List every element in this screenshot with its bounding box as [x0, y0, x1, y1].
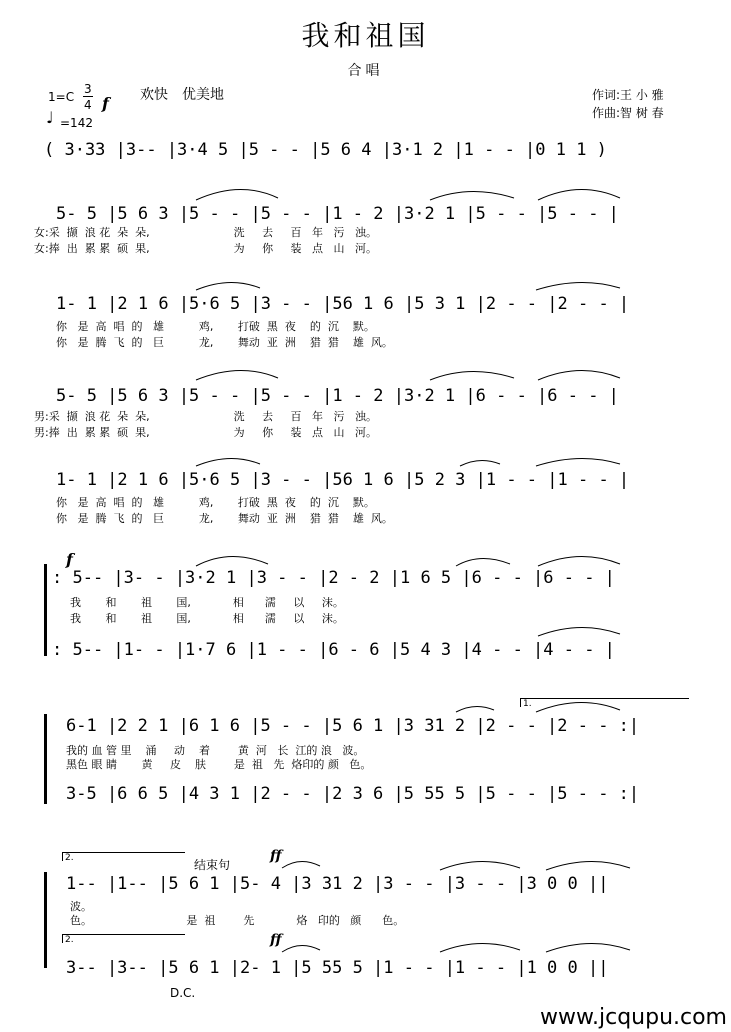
key-signature: 1=C	[48, 90, 75, 104]
system-bracket-3	[44, 872, 47, 968]
row-4-lyric-1: 你 是 高 唱 的 雄 鸡, 打破 黑 夜 的 沉 默。	[56, 496, 375, 509]
time-signature-bottom: 4	[84, 98, 92, 112]
song-subtitle: 合唱	[347, 63, 384, 79]
row-3-lyric-2: 男:捧 出 累 累 硕 果, 为 你 装 点 山 河。	[34, 426, 378, 439]
fortissimo-top: ff	[270, 848, 282, 864]
chorus-dynamic: f	[66, 550, 73, 569]
coda-top-notes: 1-- |1-- |5 6 1 |5- 4 |3 31 2 |3 - - |3 - - |3 0 0 ||	[66, 874, 609, 894]
chorus-1-lyric-1: 我 和 祖 国, 相 濡 以 沫。	[70, 596, 344, 609]
dynamic-marking: f	[102, 94, 109, 113]
fortissimo-bottom: ff	[270, 932, 282, 948]
first-ending: 1.	[520, 698, 689, 707]
row-2-lyric-2: 你 是 腾 飞 的 巨 龙, 舞动 亚 洲 猎 猎 雄 风。	[56, 336, 393, 349]
metronome-mark: =142	[60, 116, 93, 130]
coda-bottom-notes: 3-- |3-- |5 6 1 |2- 1 |5 55 5 |1 - - |1 - - |1 0 0 ||	[66, 958, 609, 978]
chorus-1-top-notes: : 5-- |3- - |3·2 1 |3 - - |2 - 2 |1 6 5 |6 - - |6 - - |	[52, 568, 615, 588]
second-ending-top: 2.	[62, 852, 185, 861]
row-3-lyric-1: 男:采 撷 浪 花 朵 朵, 洗 去 百 年 污 浊。	[34, 410, 378, 423]
row-2-notes: 1- 1 |2 1 6 |5·6 5 |3 - - |56 1 6 |5 3 1 |2 - - |2 - - |	[56, 294, 630, 314]
coda-lyric-2: 色。 是 祖 先 烙 印的 颜 色。	[70, 914, 405, 927]
row-4-notes: 1- 1 |2 1 6 |5·6 5 |3 - - |56 1 6 |5 2 3 |1 - - |1 - - |	[56, 470, 630, 490]
coda-lyric-1: 波。	[70, 900, 92, 913]
system-bracket-1	[44, 564, 47, 656]
second-ending-bottom: 2.	[62, 934, 185, 943]
tempo-text: 欢快 优美地	[140, 87, 224, 103]
row-1-lyric-1: 女:采 撷 浪 花 朵 朵, 洗 去 百 年 污 浊。	[34, 226, 378, 239]
row-1-notes: 5- 5 |5 6 3 |5 - - |5 - - |1 - 2 |3·2 1 |5 - - |5 - - |	[56, 204, 619, 224]
quarter-note-icon: ♩	[46, 108, 54, 127]
row-1-lyric-2: 女:捧 出 累 累 硕 果, 为 你 装 点 山 河。	[34, 242, 378, 255]
watermark: www.jcqupu.com	[540, 1005, 727, 1030]
row-2-lyric-1: 你 是 高 唱 的 雄 鸡, 打破 黑 夜 的 沉 默。	[56, 320, 375, 333]
composer-credit: 作曲:智 树 春	[592, 106, 664, 120]
chorus-2-lyric-1: 我的 血 管 里 涌 动 着 黄 河 长 江的 浪 波。	[66, 744, 365, 757]
chorus-1-bottom-notes: : 5-- |1- - |1·7 6 |1 - - |6 - 6 |5 4 3 |4 - - |4 - - |	[52, 640, 615, 660]
song-title: 我和祖国	[301, 19, 430, 52]
intro-notes: ( 3·33 |3-- |3·4 5 |5 - - |5 6 4 |3·1 2 |1 - - |0 1 1 )	[44, 140, 607, 160]
chorus-2-top-notes: 6-1 |2 2 1 |6 1 6 |5 - - |5 6 1 |3 31 2 |2 - - |2 - - :|	[66, 716, 640, 736]
time-signature-line	[83, 96, 93, 97]
ending-phrase-label: 结束句	[194, 858, 231, 872]
system-bracket-2	[44, 714, 47, 804]
chorus-2-bottom-notes: 3-5 |6 6 5 |4 3 1 |2 - - |2 3 6 |5 55 5 |5 - - |5 - - :|	[66, 784, 640, 804]
lyricist-credit: 作词:王 小 雅	[592, 88, 664, 102]
da-capo-marking: D.C.	[170, 986, 196, 1000]
chorus-1-lyric-2: 我 和 祖 国, 相 濡 以 沫。	[70, 612, 344, 625]
chorus-2-lyric-2: 黑色 眼 睛 黄 皮 肤 是 祖 先 烙印的 颜 色。	[66, 758, 372, 771]
row-4-lyric-2: 你 是 腾 飞 的 巨 龙, 舞动 亚 洲 猎 猎 雄 风。	[56, 512, 393, 525]
time-signature-top: 3	[84, 82, 92, 96]
row-3-notes: 5- 5 |5 6 3 |5 - - |5 - - |1 - 2 |3·2 1 |6 - - |6 - - |	[56, 386, 619, 406]
